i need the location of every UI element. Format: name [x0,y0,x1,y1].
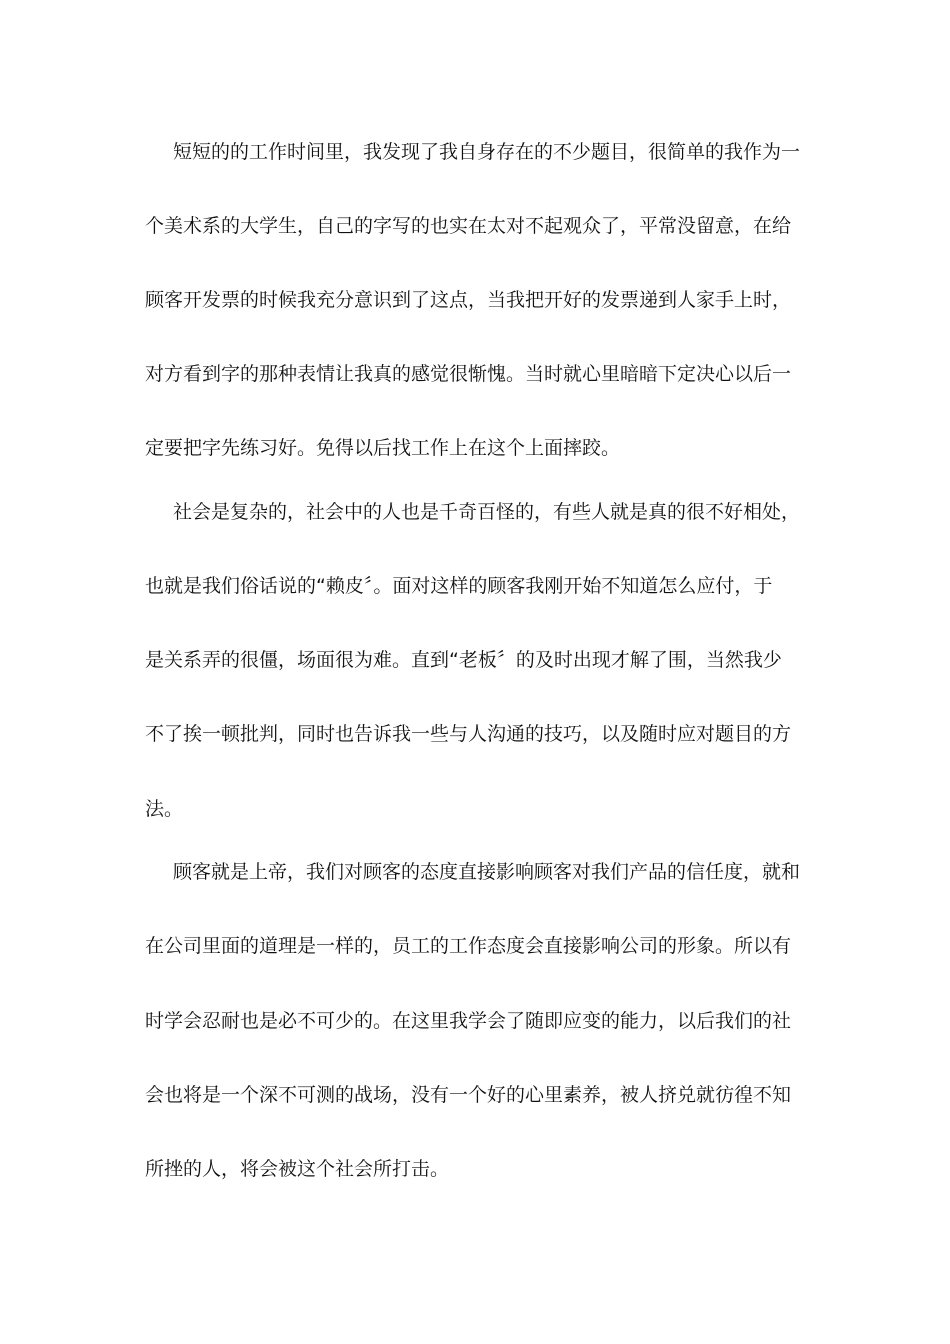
paragraph-1-line-2: 个美术系的大学生，自己的字写的也实在太对不起观众了，平常没留意，在给 [145,215,792,237]
paragraph-3-line-4: 会也将是一个深不可测的战场，没有一个好的心里素养，被人挤兑就彷徨不知 [145,1084,792,1106]
paragraph-3-line-3: 时学会忍耐也是必不可少的。在这里我学会了随即应变的能力，以后我们的社 [145,1010,792,1032]
paragraph-2-line-5: 法。 [145,798,184,820]
paragraph-2-line-4: 不了挨一顿批判，同时也告诉我一些与人沟通的技巧，以及随时应对题目的方 [145,723,792,745]
paragraph-3-line-2: 在公司里面的道理是一样的，员工的工作态度会直接影响公司的形象。所以有 [145,935,792,957]
paragraph-3-line-1: 顾客就是上帝，我们对顾客的态度直接影响顾客对我们产品的信任度，就和 [173,861,801,883]
paragraph-1-line-1: 短短的的工作时间里，我发现了我自身存在的不少题目，很简单的我作为一 [173,141,801,163]
paragraph-1-line-5: 定要把字先练习好。免得以后找工作上在这个上面摔跤。 [145,437,621,459]
paragraph-1-line-4: 对方看到字的那种表情让我真的感觉很惭愧。当时就心里暗暗下定决心以后一 [145,363,792,385]
paragraph-2-line-1: 社会是复杂的，社会中的人也是千奇百怪的，有些人就是真的很不好相处， [173,501,801,523]
paragraph-1-line-3: 顾客开发票的时候我充分意识到了这点，当我把开好的发票递到人家手上时， [145,289,792,311]
paragraph-2-line-3: 是关系弄的很僵，场面很为难。直到“老板〞的及时出现才解了围，当然我少 [145,649,782,671]
paragraph-3-line-5: 所挫的人，将会被这个社会所打击。 [145,1158,450,1180]
paragraph-2-line-2: 也就是我们俗话说的“赖皮〞。面对这样的顾客我刚开始不知道怎么应付，于 [145,575,773,597]
